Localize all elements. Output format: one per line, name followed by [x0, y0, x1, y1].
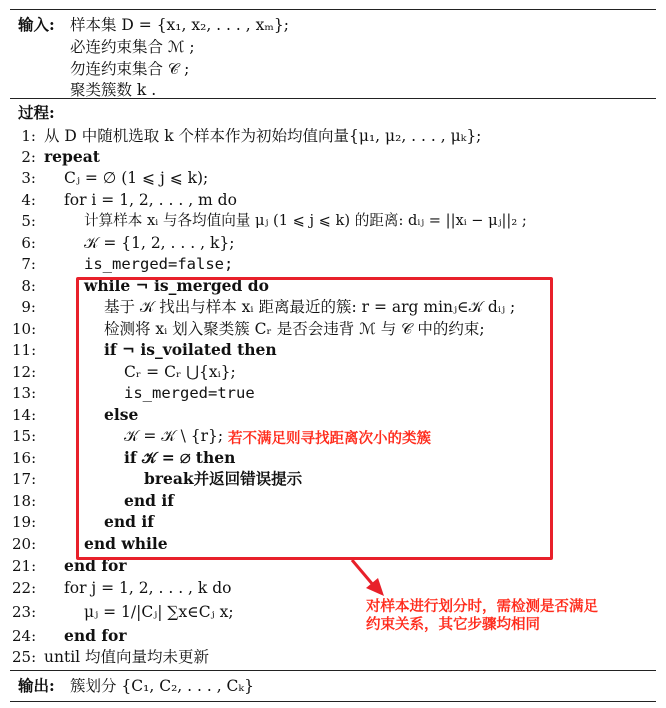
line-number: 17:	[12, 470, 37, 488]
callout-line-2: 约束关系，其它步骤均相同	[366, 617, 540, 633]
line-text: 计算样本 xᵢ 与各均值向量 μⱼ (1 ⩽ j ⩽ k) 的距离: dᵢⱼ = ||xᵢ − μⱼ||₂ ;	[84, 212, 527, 229]
line-text: 检测将 xᵢ 划入聚类簇 Cᵣ 是否会违背 ℳ 与 𝒞 中的约束;	[104, 320, 485, 338]
line-number: 21:	[12, 557, 37, 575]
highlight-box	[76, 277, 553, 560]
line-text: is_merged=false;	[84, 255, 234, 273]
output-text: 簇划分 {C₁, C₂, . . . , Cₖ}	[70, 677, 254, 695]
line-number: 12:	[12, 363, 37, 381]
line-text: if 𝒦 = ∅ then	[124, 448, 236, 467]
line-text: repeat	[44, 147, 100, 166]
line-text: end for	[64, 556, 127, 575]
line-number: 10:	[12, 320, 37, 338]
inline-note: 若不满足则寻找距离次小的类簇	[228, 431, 431, 447]
callout-line-1: 对样本进行划分时，需检测是否满足	[366, 599, 598, 615]
input-line-k: 聚类簇数 k .	[70, 81, 157, 99]
line-number: 11:	[12, 341, 37, 359]
line-number: 23:	[12, 603, 37, 621]
line-text: μⱼ = 1/|Cⱼ| ∑x∈Cⱼ x;	[84, 603, 234, 621]
line-text: 𝒦 = 𝒦 \ {r};	[124, 427, 224, 445]
line-number: 14:	[12, 406, 37, 424]
line-text: else	[104, 405, 139, 424]
line-text: end while	[84, 534, 168, 553]
input-label: 输入:	[18, 15, 55, 34]
input-line-cannot-link: 勿连约束集合 𝒞 ;	[70, 60, 190, 78]
bottom-rule	[10, 701, 656, 702]
input-line-must-link: 必连约束集合 ℳ ;	[70, 38, 195, 56]
line-text: for i = 1, 2, . . . , m do	[64, 191, 237, 209]
line-text: 基于 𝒦 找出与样本 xᵢ 距离最近的簇: r = arg minⱼ∈𝒦 dᵢⱼ ;	[104, 298, 516, 316]
line-text: Cᵣ = Cᵣ ⋃{xᵢ};	[124, 363, 236, 381]
line-number: 5:	[21, 212, 36, 230]
line-number: 6:	[21, 234, 36, 252]
line-text: end if	[124, 491, 174, 510]
line-text: end for	[64, 626, 127, 645]
line-number: 4:	[21, 191, 36, 209]
line-number: 20:	[12, 535, 37, 553]
output-label: 输出:	[18, 676, 55, 695]
line-number: 24:	[12, 627, 37, 645]
line-number: 9:	[21, 298, 36, 316]
line-number: 8:	[21, 277, 36, 295]
line-number: 19:	[12, 513, 37, 531]
line-text: while ¬ is_merged do	[84, 276, 269, 295]
line-text: break并返回错误提示	[144, 469, 303, 488]
line-number: 22:	[12, 579, 37, 597]
line-number: 1:	[21, 127, 36, 145]
line-number: 16:	[12, 449, 37, 467]
line-text: is_merged=true	[124, 384, 255, 402]
line-text: end if	[104, 512, 154, 531]
line-text: Cⱼ = ∅ (1 ⩽ j ⩽ k);	[64, 169, 209, 187]
line-number: 7:	[21, 255, 36, 273]
line-number: 2:	[21, 148, 36, 166]
line-number: 25:	[12, 648, 37, 666]
line-text: 𝒦 = {1, 2, . . . , k};	[84, 234, 235, 252]
line-number: 15:	[12, 427, 37, 445]
line-number: 18:	[12, 492, 37, 510]
line-text: until 均值向量均未更新	[44, 648, 210, 666]
line-text: for j = 1, 2, . . . , k do	[64, 579, 232, 597]
line-number: 13:	[12, 384, 37, 402]
line-number: 3:	[21, 169, 36, 187]
process-label: 过程:	[18, 103, 55, 122]
top-rule	[10, 9, 656, 10]
input-line-dataset: 样本集 D = {x₁, x₂, . . . , xₘ};	[70, 16, 289, 34]
output-divider-rule	[10, 670, 656, 671]
line-text: if ¬ is_voilated then	[104, 340, 277, 359]
line-text: 从 D 中随机选取 k 个样本作为初始均值向量{μ₁, μ₂, . . . , μₖ};	[44, 127, 482, 145]
